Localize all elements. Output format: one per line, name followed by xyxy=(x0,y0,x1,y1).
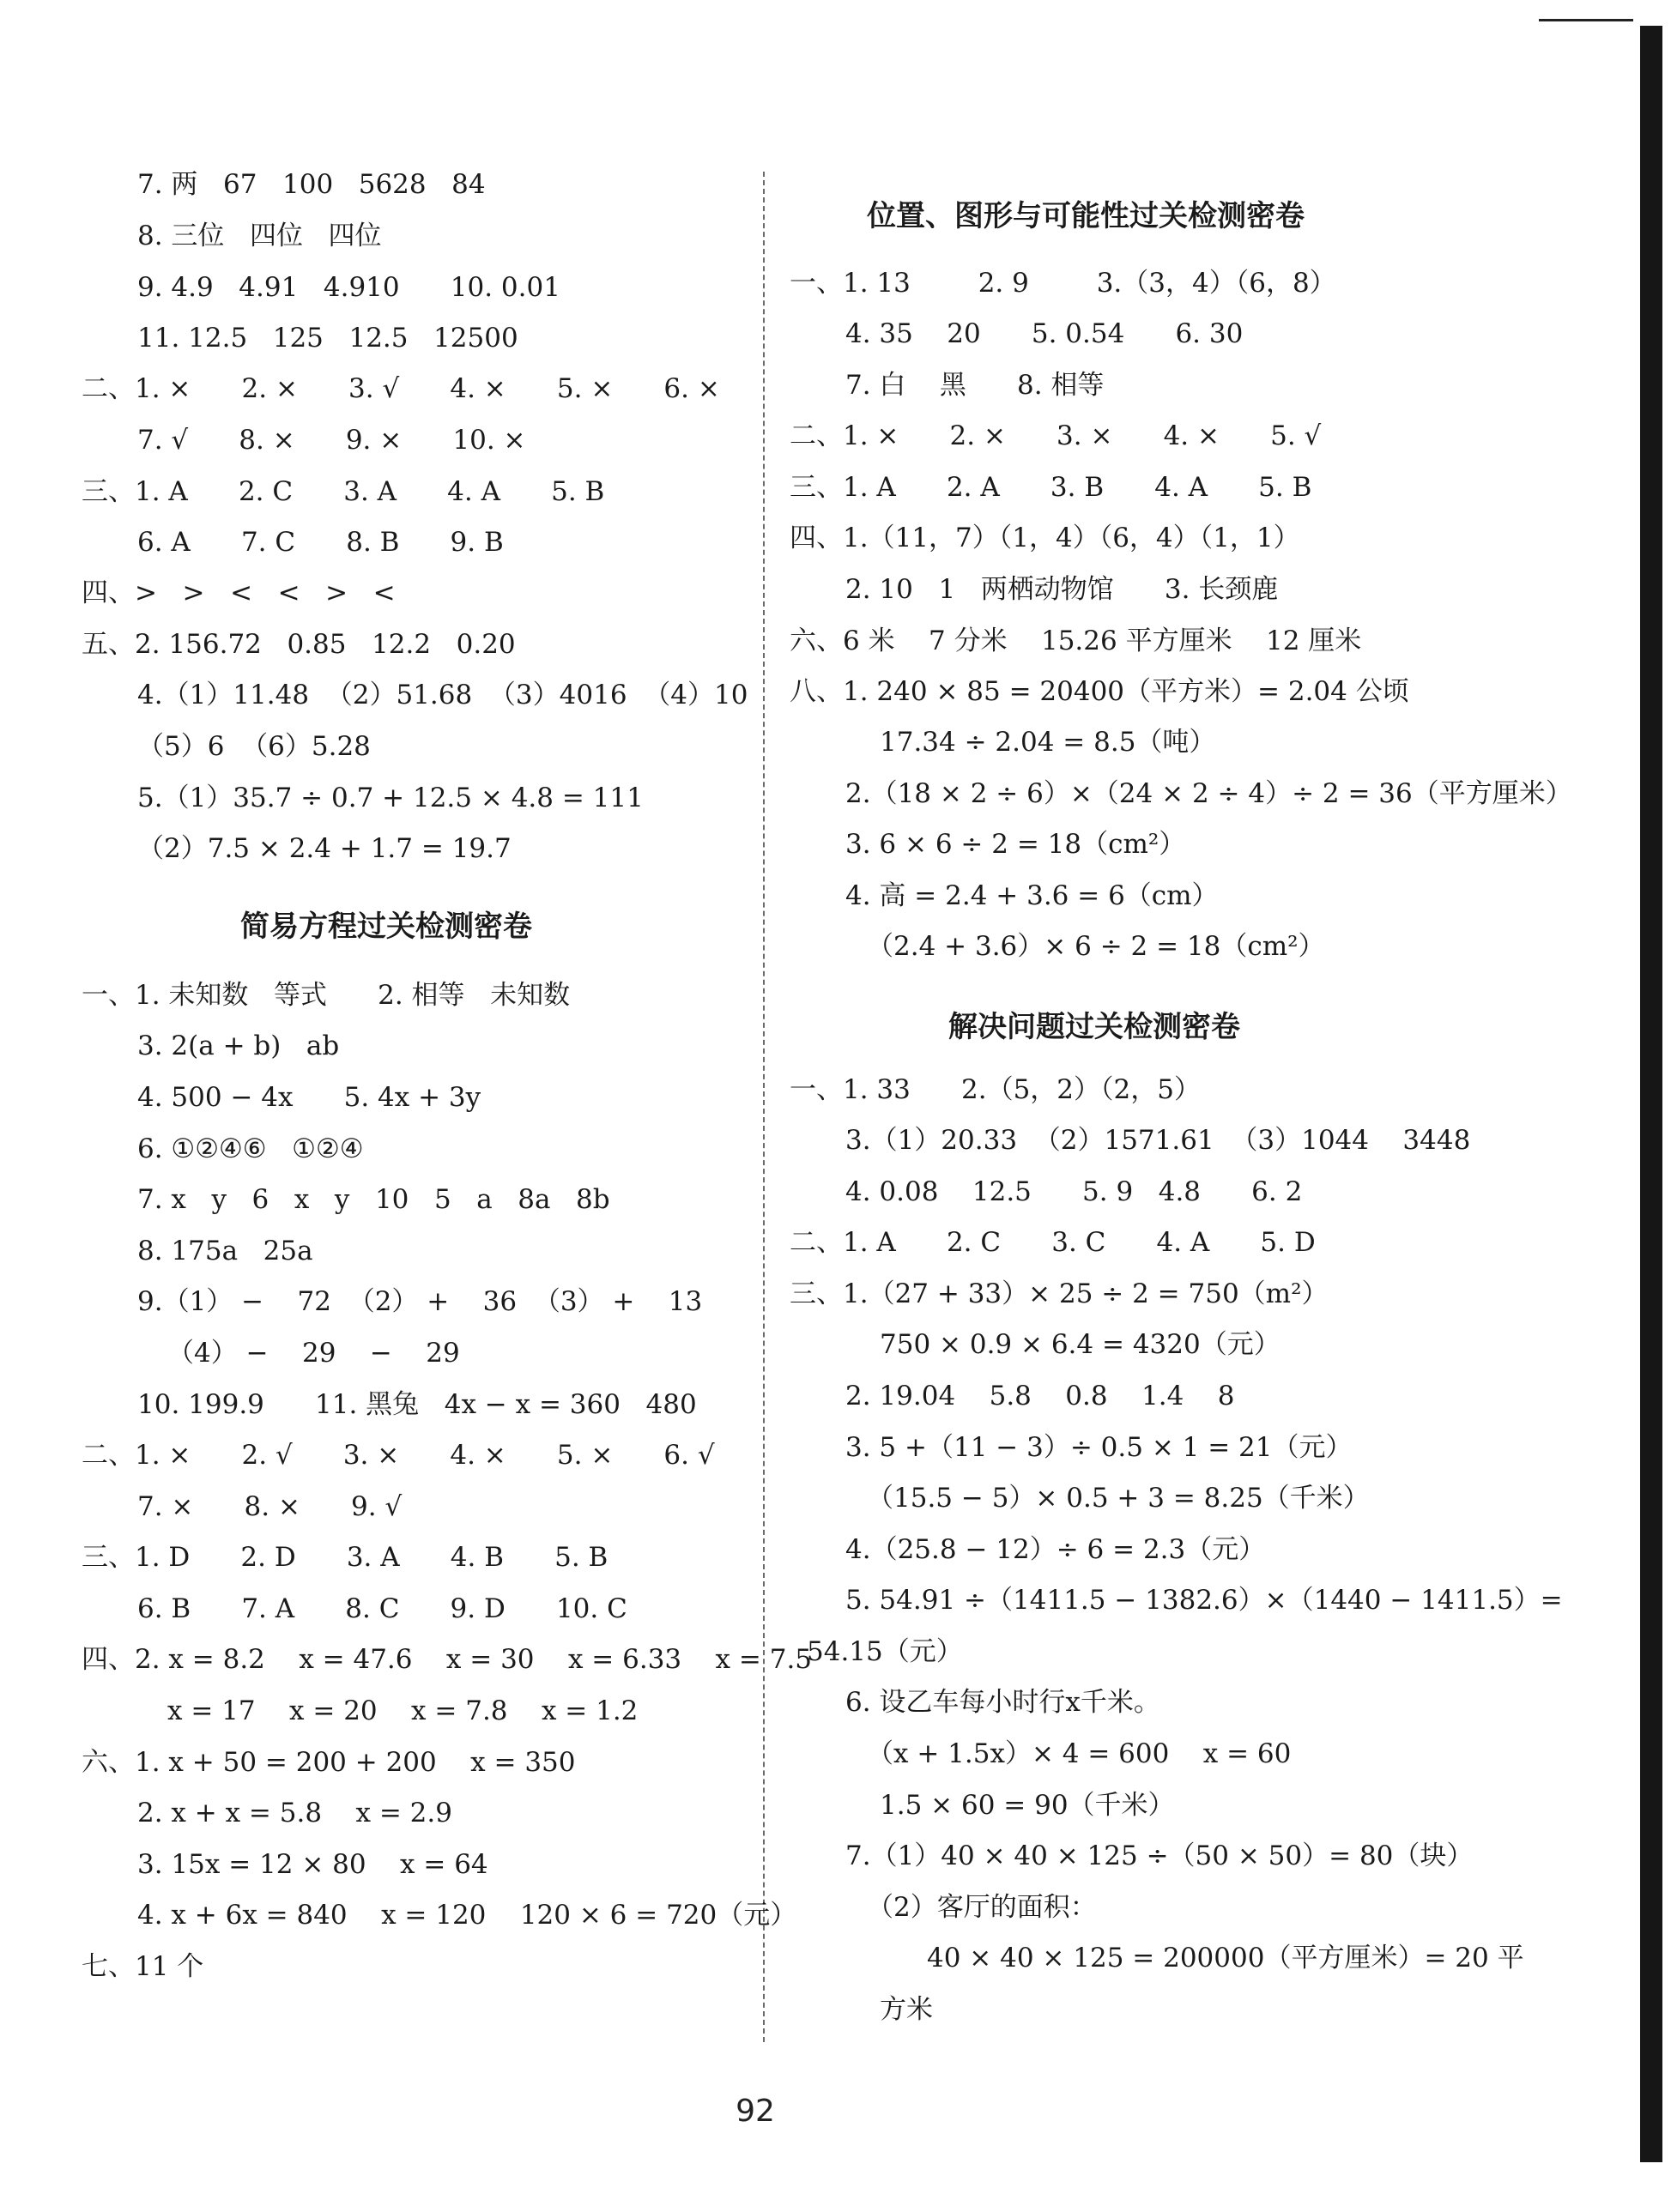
answer-line: 三、1. D 2. D 3. A 4. B 5. B xyxy=(82,1542,608,1573)
answer-line: 7. × 8. × 9. √ xyxy=(137,1491,403,1522)
answer-line: 4. 高 = 2.4 + 3.6 = 6（cm） xyxy=(845,880,1219,911)
answer-line: 7.（1）40 × 40 × 125 ÷（50 × 50）= 80（块） xyxy=(845,1840,1474,1871)
column-divider xyxy=(763,172,765,2042)
answer-line: 8. 三位 四位 四位 xyxy=(137,221,382,251)
answer-line: 一、1. 13 2. 9 3.（3，4）（6，8） xyxy=(790,268,1336,299)
answer-line: 2. 19.04 5.8 0.8 1.4 8 xyxy=(845,1381,1235,1411)
answer-line: 7. 两 67 100 5628 84 xyxy=(137,169,486,200)
answer-line: 四、1.（11，7）（1，4）（6，4）（1，1） xyxy=(790,523,1300,553)
answer-line: 3. 15x = 12 × 80 x = 64 xyxy=(137,1849,488,1880)
answer-line: 四、> > < < > < xyxy=(82,577,396,608)
answer-line: 17.34 ÷ 2.04 = 8.5（吨） xyxy=(880,727,1216,758)
answer-line: 4. 500 − 4x 5. 4x + 3y xyxy=(137,1082,481,1113)
answer-line: （x + 1.5x）× 4 = 600 x = 60 xyxy=(867,1738,1292,1769)
answer-line: 二、1. × 2. × 3. √ 4. × 5. × 6. × xyxy=(82,373,720,404)
answer-line: （2）客厅的面积： xyxy=(867,1892,1097,1923)
answer-line: 11. 12.5 125 12.5 12500 xyxy=(137,323,518,354)
answer-line: 七、11 个 xyxy=(82,1951,204,1982)
answer-line: 4.（25.8 − 12）÷ 6 = 2.3（元） xyxy=(845,1534,1266,1565)
answer-line: 3. 5 +（11 − 3）÷ 0.5 × 1 = 21（元） xyxy=(845,1432,1353,1463)
answer-line: 二、1. × 2. √ 3. × 4. × 5. × 6. √ xyxy=(82,1440,715,1471)
answer-line: 6. A 7. C 8. B 9. B xyxy=(137,527,504,558)
answer-line: 5. 54.91 ÷（1411.5 − 1382.6）×（1440 − 1411.5）= xyxy=(845,1585,1563,1616)
answer-line: 三、1.（27 + 33）× 25 ÷ 2 = 750（m²） xyxy=(790,1278,1329,1309)
answer-line: 三、1. A 2. A 3. B 4. A 5. B xyxy=(790,472,1312,503)
answer-line: 9.（1） − 72 （2） + 36 （3） + 13 xyxy=(137,1286,703,1317)
answer-line: 8. 175a 25a xyxy=(137,1236,313,1266)
answer-line: （15.5 − 5）× 0.5 + 3 = 8.25（千米） xyxy=(867,1483,1370,1514)
answer-line: 4. 35 20 5. 0.54 6. 30 xyxy=(845,318,1244,349)
answer-line: 六、6 米 7 分米 15.26 平方厘米 12 厘米 xyxy=(790,626,1362,656)
answer-line: 7. √ 8. × 9. × 10. × xyxy=(137,425,526,456)
answer-line: 方米 xyxy=(880,1994,933,2025)
page-edge-shadow xyxy=(1640,26,1662,2162)
answer-line: 54.15（元） xyxy=(807,1636,963,1667)
answer-line: 10. 199.9 11. 黑兔 4x − x = 360 480 xyxy=(137,1389,697,1420)
answer-line: 7. x y 6 x y 10 5 a 8a 8b xyxy=(137,1184,610,1215)
answer-line: 2.（18 × 2 ÷ 6）×（24 × 2 ÷ 4）÷ 2 = 36（平方厘米） xyxy=(845,778,1572,809)
answer-line: 二、1. × 2. × 3. × 4. × 5. √ xyxy=(790,420,1322,451)
answer-line: 一、1. 未知数 等式 2. 相等 未知数 xyxy=(82,980,571,1011)
answer-line: 3.（1）20.33 （2）1571.61 （3）1044 3448 xyxy=(845,1125,1471,1156)
answer-line: 二、1. A 2. C 3. C 4. A 5. D xyxy=(790,1227,1316,1258)
answer-line: x = 17 x = 20 x = 7.8 x = 1.2 xyxy=(167,1695,639,1726)
answer-line: 2. 10 1 两栖动物馆 3. 长颈鹿 xyxy=(845,574,1279,605)
answer-line: 7. 白 黑 8. 相等 xyxy=(845,370,1105,401)
page-number: 92 xyxy=(736,2094,775,2129)
answer-line: 9. 4.9 4.91 4.910 10. 0.01 xyxy=(137,272,560,303)
answer-line: 6. ①②④⑥ ①②④ xyxy=(137,1133,364,1164)
answer-line: （5）6 （6）5.28 xyxy=(137,731,371,762)
section-heading: 解决问题过关检测密卷 xyxy=(948,1010,1240,1044)
page-edge-line xyxy=(1539,19,1633,21)
answer-line: 六、1. x + 50 = 200 + 200 x = 350 xyxy=(82,1747,576,1778)
answer-line: 一、1. 33 2.（5，2）（2，5） xyxy=(790,1074,1201,1105)
answer-line: 3. 6 × 6 ÷ 2 = 18（cm²） xyxy=(845,829,1186,860)
answer-line: 1.5 × 60 = 90（千米） xyxy=(880,1790,1175,1821)
answer-line: 4. 0.08 12.5 5. 9 4.8 6. 2 xyxy=(845,1176,1303,1207)
section-heading: 位置、图形与可能性过关检测密卷 xyxy=(867,199,1305,233)
answer-line: 四、2. x = 8.2 x = 47.6 x = 30 x = 6.33 x = 7.5 xyxy=(82,1644,813,1675)
answer-line: 4.（1）11.48 （2）51.68 （3）4016 （4）10 xyxy=(137,680,748,710)
answer-line: 4. x + 6x = 840 x = 120 120 × 6 = 720（元） xyxy=(137,1900,797,1931)
answer-line: 三、1. A 2. C 3. A 4. A 5. B xyxy=(82,476,605,507)
answer-line: （4） − 29 − 29 xyxy=(167,1338,460,1369)
answer-line: 2. x + x = 5.8 x = 2.9 xyxy=(137,1798,452,1828)
answer-line: 5.（1）35.7 ÷ 0.7 + 12.5 × 4.8 = 111 xyxy=(137,783,644,813)
answer-line: （2）7.5 × 2.4 + 1.7 = 19.7 xyxy=(137,833,512,864)
section-heading: 简易方程过关检测密卷 xyxy=(240,910,532,944)
answer-line: 3. 2(a + b) ab xyxy=(137,1030,340,1061)
answer-line: 40 × 40 × 125 = 200000（平方厘米）= 20 平 xyxy=(927,1943,1524,1973)
answer-line: （2.4 + 3.6）× 6 ÷ 2 = 18（cm²） xyxy=(867,931,1325,962)
answer-line: 750 × 0.9 × 6.4 = 4320（元） xyxy=(880,1329,1280,1360)
answer-line: 6. B 7. A 8. C 9. D 10. C xyxy=(137,1593,627,1624)
answer-line: 五、2. 156.72 0.85 12.2 0.20 xyxy=(82,629,516,660)
answer-line: 八、1. 240 × 85 = 20400（平方米）= 2.04 公顷 xyxy=(790,676,1409,707)
answer-line: 6. 设乙车每小时行x千米。 xyxy=(845,1687,1160,1718)
